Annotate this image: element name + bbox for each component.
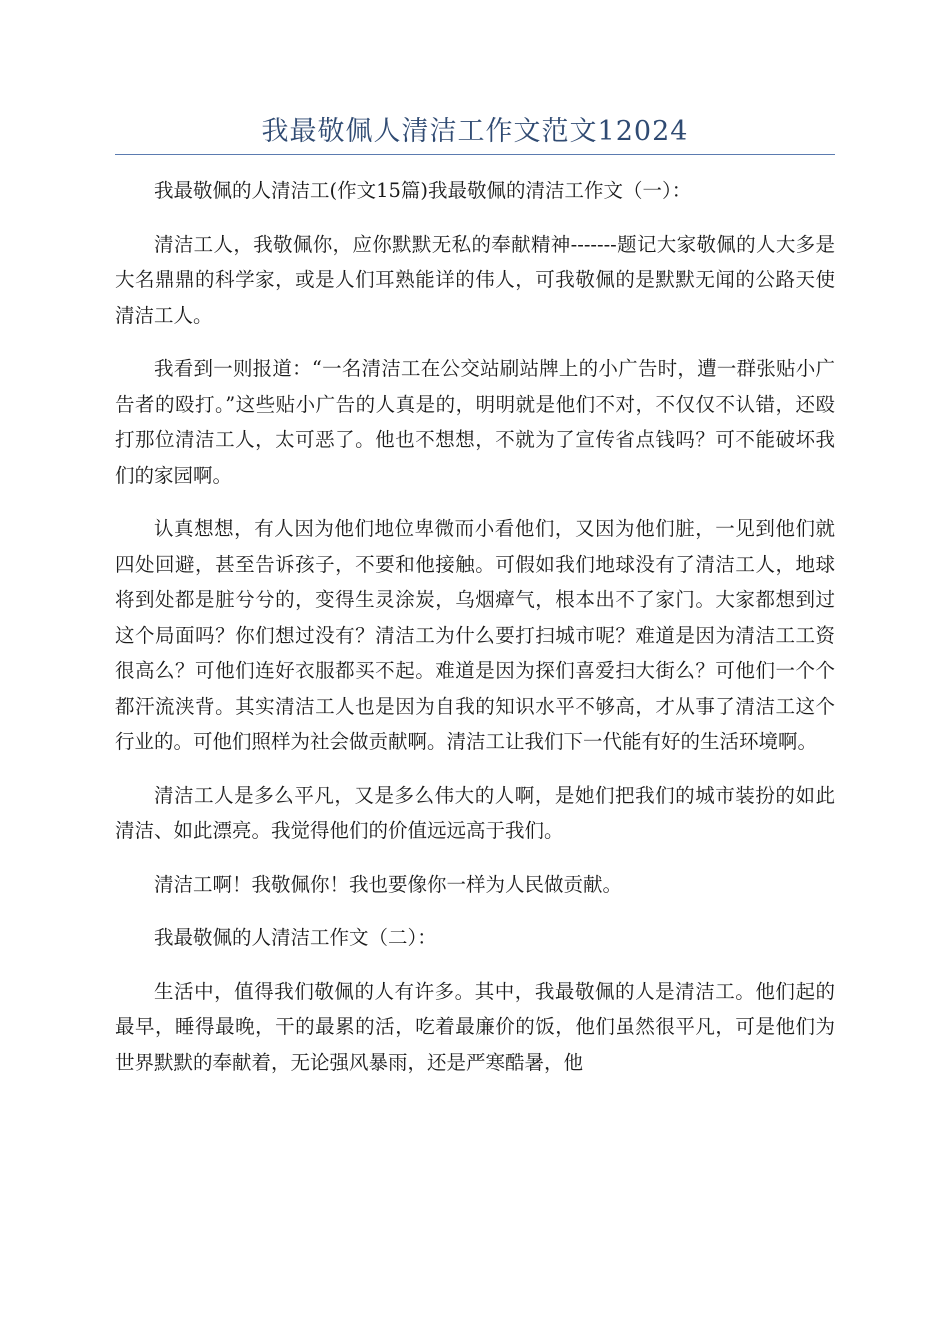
paragraph: 生活中，值得我们敬佩的人有许多。其中，我最敬佩的人是清洁工。他们起的最早，睡得最晚，干的最累的活，吃着最廉价的饭，他们虽然很平凡，可是他们为世界默默的奉献着，无论强风暴雨，还是严寒酷暑，他 — [115, 979, 835, 1074]
paragraph: 我看到一则报道：“一名清洁工在公交站刷站牌上的小广告时，遭一群张贴小广告者的殴打。”这些贴小广告的人真是的，明明就是他们不对，不仅仅不认错，还殴打那位清洁工人，太可恶了。他也不想想，不就为了宣传省点钱吗？可不能破坏我们的家园啊。 — [115, 357, 835, 487]
paragraph: 认真想想，有人因为他们地位卑微而小看他们，又因为他们脏，一见到他们就四处回避，甚至告诉孩子，不要和他接触。可假如我们地球没有了清洁工人，地球将到处都是脏兮兮的，变得生灵涂炭，乌烟瘴气，根本出不了家门。大家都想到过这个局面吗？你们想过没有？清洁工为什么要打扫城市呢？难道是因为清洁工工资很高么？可他们连好衣服都买不起。难道是因为探们喜爱扫大街么？可他们一个个都汗流浃背。其实清洁工人也是因为自我的知识水平不够高，才从事了清洁工这个行业的。可他们照样为社会做贡献啊。清洁工让我们下一代能有好的生活环境啊。 — [115, 517, 835, 753]
document-body — [115, 173, 835, 1080]
title-underline — [115, 154, 835, 155]
paragraph: 清洁工啊！我敬佩你！我也要像你一样为人民做贡献。 — [154, 872, 623, 896]
document-page — [115, 0, 835, 1098]
paragraph: 清洁工人，我敬佩你，应你默默无私的奉献精神-------题记大家敬佩的人大多是大名鼎鼎的科学家，或是人们耳熟能详的伟人，可我敬佩的是默默无闻的公路天使清洁工人。 — [115, 232, 835, 327]
document-title: 我最敬佩人清洁工作文范文12024 — [261, 116, 689, 147]
paragraph: 我最敬佩的人清洁工作文（二）： — [154, 926, 437, 949]
paragraph: 清洁工人是多么平凡，又是多么伟大的人啊，是她们把我们的城市装扮的如此清洁、如此漂亮。我觉得他们的价值远远高于我们。 — [115, 783, 835, 842]
paragraph: 我最敬佩的人清洁工(作文15篇)我最敬佩的清洁工作文（一）： — [154, 179, 692, 202]
